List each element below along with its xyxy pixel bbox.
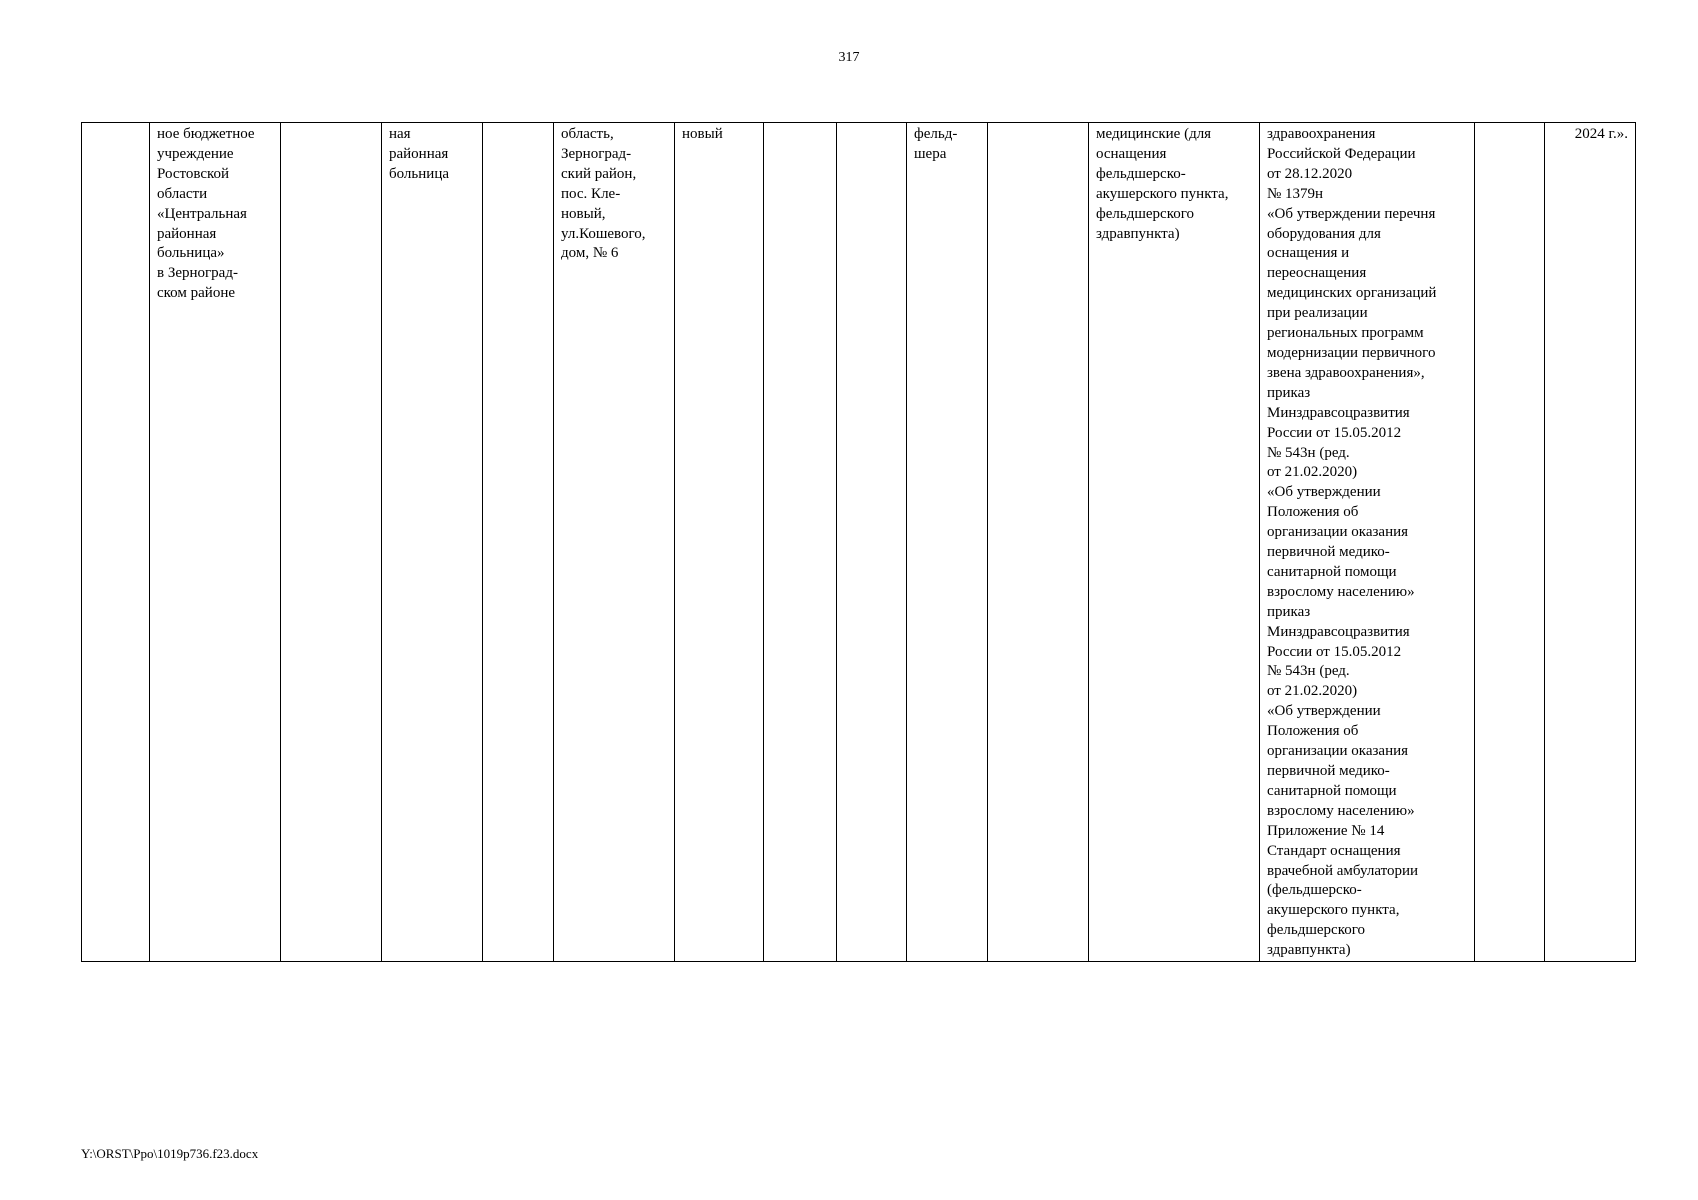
cell-text: фельд- шера (914, 126, 958, 162)
cell-text: медицинские (для оснащения фельдшерско- акушерского пункта, фельдшерского здравпункта) (1096, 126, 1229, 242)
document-table (81, 122, 1636, 962)
table-row (82, 123, 1636, 962)
cell-text: область, Зерноград- ский район, пос. Кле- новый, ул.Кошевого, дом, № 6 (561, 126, 646, 262)
table-cell-hospital-type (382, 123, 483, 962)
cell-text: ная районная больница (389, 126, 449, 182)
table-cell-institution (150, 123, 281, 962)
table-cell-col-14 (1475, 123, 1545, 962)
footer-file-path: Y:\ORST\Ppo\1019p736.f23.docx (81, 1146, 259, 1161)
table-cell-col-11 (988, 123, 1089, 962)
table-cell-status (675, 123, 764, 962)
table-cell-address (554, 123, 675, 962)
table-cell-col-5 (483, 123, 554, 962)
table-cell-year (1545, 123, 1636, 962)
page-number: 317 (838, 50, 860, 65)
table-cell-col-8 (764, 123, 837, 962)
cell-text: новый (682, 126, 723, 142)
cell-text: здравоохранения Российской Федерации от 28.12.2020 № 1379н «Об утверждении перечня оборудования для оснащения и переоснащения медицинских организаций при реализации региональных программ модернизации первичного звена здравоохранения», приказ Минздравсоцразвития России от 15.05.2012 № 543н (ред. от 21.02.2020) «Об утверждении Положения об организации оказания первичной медико- санитарной помощи взрослому населению» приказ Минздравсоцразвития России от 15.05.2012 № 543н (ред. от 21.02.2020) «Об утверждении Положения об организации оказания первичной медико- санитарной помощи взрослому населению» Приложение № 14 Стандарт оснащения врачебной амбулатории (фельдшерско- акушерского пункта, фельдшерского здравпункта) (1267, 126, 1437, 959)
table-cell-position (907, 123, 988, 962)
cell-text: ное бюджетное учреждение Ростовской области «Центральная районная больница» в Зерноград- ском районе (157, 126, 255, 302)
table-cell-equipment (1089, 123, 1260, 962)
table-cell-col-9 (837, 123, 907, 962)
table-cell-regulations (1260, 123, 1475, 962)
table-cell-col-1 (82, 123, 150, 962)
table-cell-col-3 (281, 123, 382, 962)
cell-text: 2024 г.». (1574, 126, 1628, 142)
